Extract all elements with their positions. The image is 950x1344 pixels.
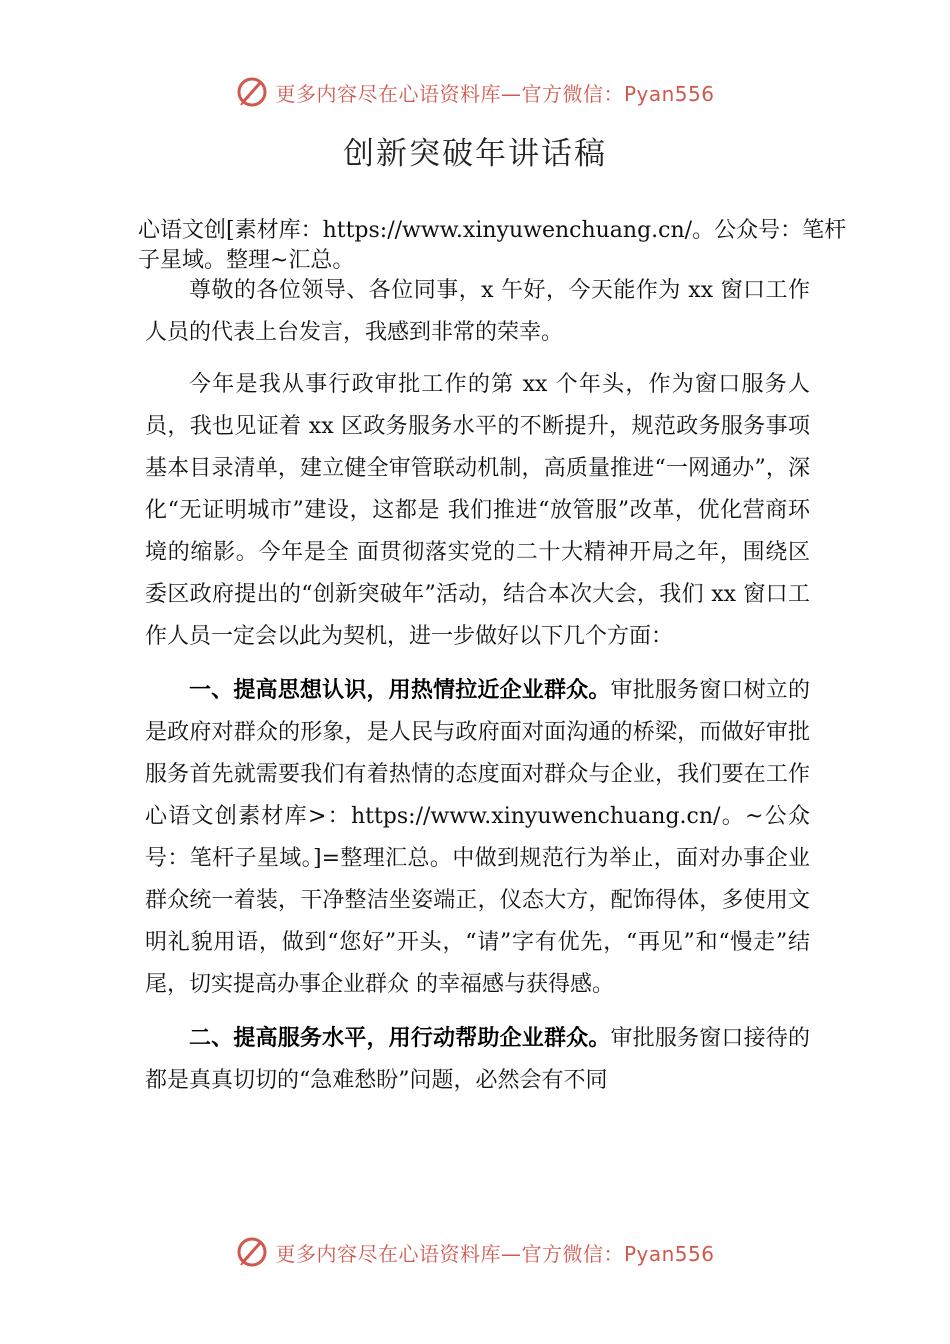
section-1-text: 审批服务窗口树立的是政府对群众的形象，是人民与政府面对面沟通的桥梁，而做好审批服务首先就需要我们有着热情的态度面对群众与企业，我们要在工作心语文创素材库>：https://www.xinyuwenchuang.cn/。~公众号：笔杆子星域。]=整理汇总。中做到规范行为举止，面对办事企业群众统一着装，干净整洁坐姿端正，仪态大方，配饰得体，多使用文明礼貌用语，做到“您好”开头，“请”字有优先，“再见”和“慢走”结尾，切实提高办事企业群众 的幸福感与获得感。 xyxy=(145,678,810,997)
paragraph-greeting: 尊敬的各位领导、各位同事，x 午好，今天能作为 xx 窗口工作人员的代表上台发言，我感到非常的荣幸。 xyxy=(145,278,810,345)
section-1-heading: 一、提高思想认识，用热情拉近企业群众。 xyxy=(189,678,611,703)
section-2-text: 审批服务窗口接待的都是真真切切的“急难愁盼”问题，必然会有不同 xyxy=(145,1026,810,1093)
brush-logo-icon xyxy=(235,1235,269,1269)
header-watermark-banner xyxy=(0,70,950,114)
brush-logo-icon xyxy=(235,75,269,109)
source-line: 心语文创[素材库：https://www.xinyuwenchuang.cn/。公众号：笔杆子星域。整理~汇总。 xyxy=(138,218,847,273)
banner-text: 更多内容尽在心语资料库—官方微信：Pyan556 xyxy=(275,81,715,106)
section-1 xyxy=(145,670,810,1006)
banner-text: 更多内容尽在心语资料库—官方微信：Pyan556 xyxy=(275,1241,715,1266)
section-2 xyxy=(145,1018,810,1102)
document-body xyxy=(145,270,810,1112)
section-2-heading: 二、提高服务水平，用行动帮助企业群众。 xyxy=(189,1026,611,1051)
paragraph-intro: 今年是我从事行政审批工作的第 xx 个年头，作为窗口服务人员，我也见证着 xx 区政务服务水平的不断提升，规范政务服务事项基本目录清单，建立健全审管联动机制，高质量推进“一网通办”，深化“无证明城市”建设，这都是 我们推进“放管服”改革，优化营商环境的缩影。今年是全 面贯彻落实党的二十大精神开局之年，围绕区委区政府提出的“创新突破年”活动，结合本次大会，我们 xx 窗口工作人员一定会以此为契机，进一步做好以下几个方面： xyxy=(145,372,810,649)
document-title: 创新突破年讲话稿 xyxy=(343,136,607,172)
footer-watermark-banner xyxy=(0,1230,950,1274)
